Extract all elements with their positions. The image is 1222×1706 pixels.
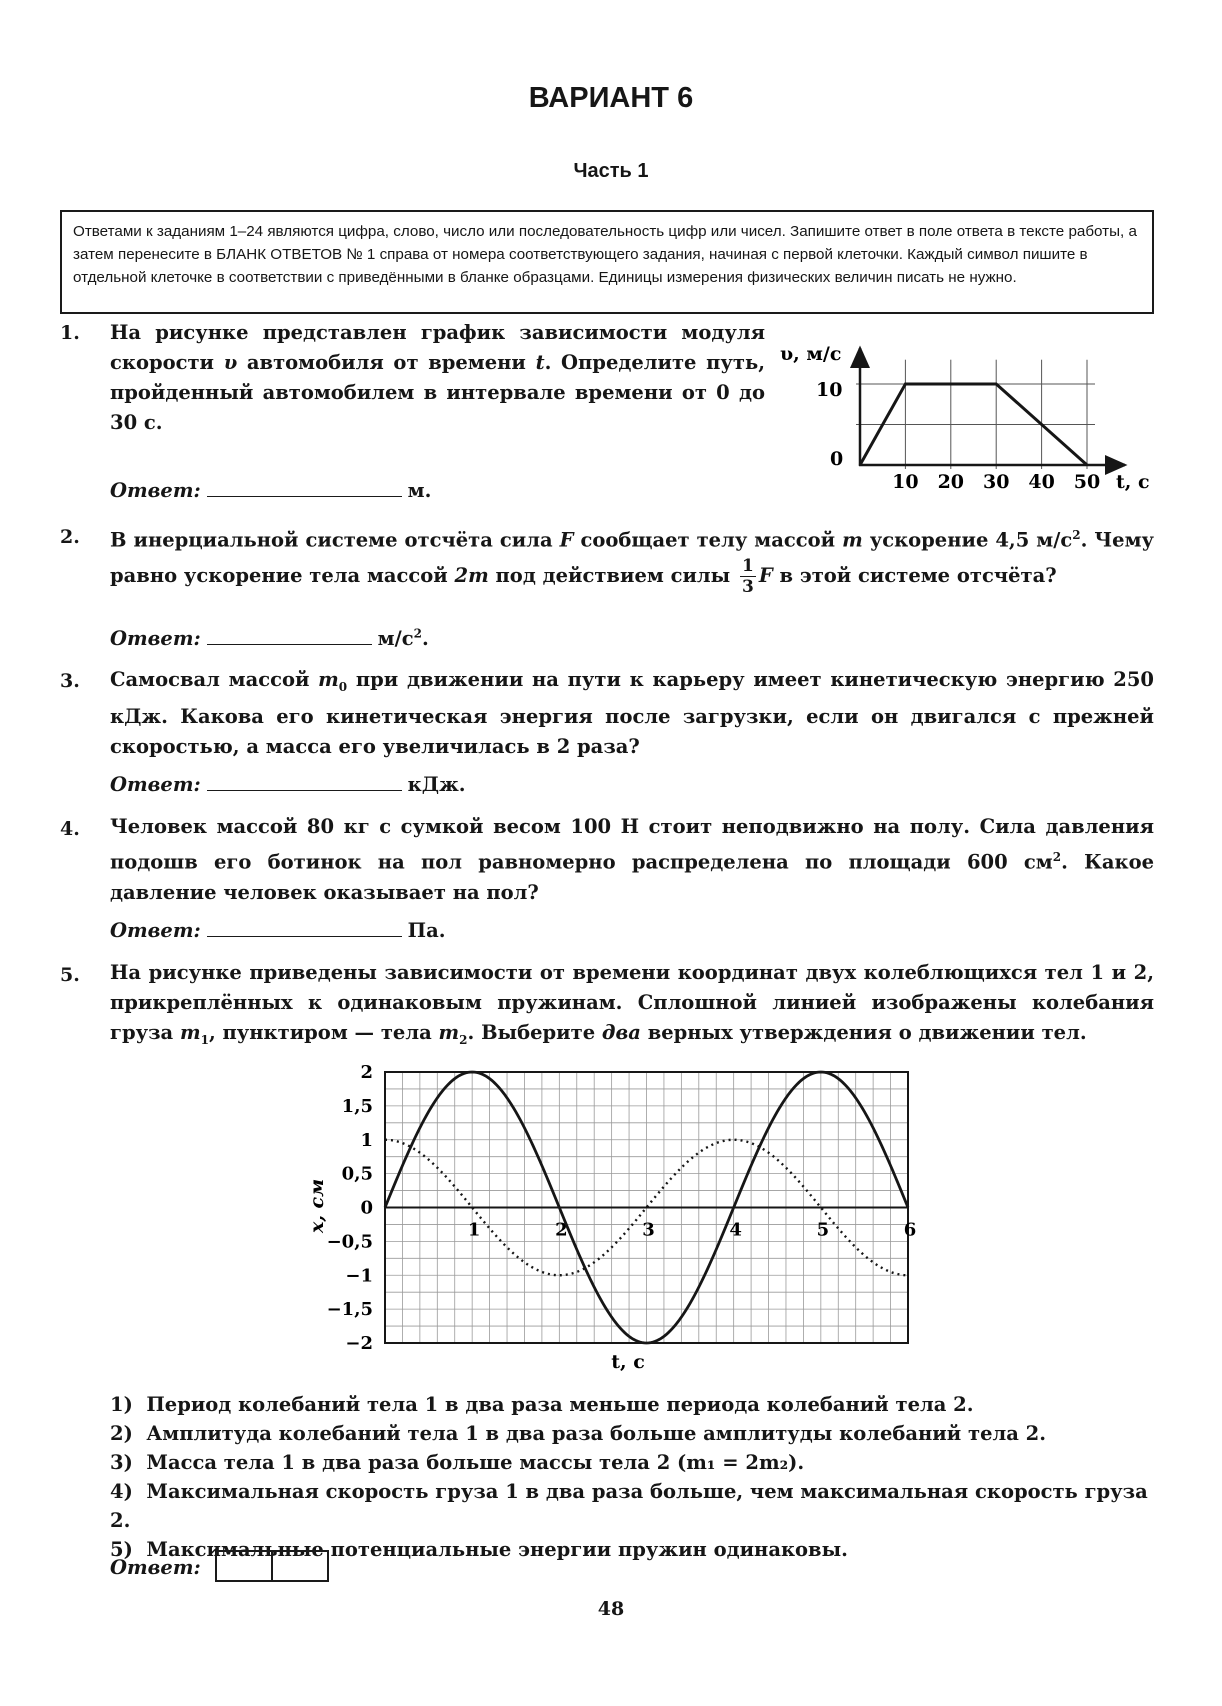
q5-number: 5.	[60, 964, 80, 986]
velocity-x-label: t, с	[1116, 471, 1150, 493]
oscillation-x-label: t, с	[611, 1351, 645, 1373]
q5-text: На рисунке приведены зависимости от времени координат двух колеблющихся тел 1 и 2, прикреплённых к одинаковым пружинам. Сплошной линией изображены колебания груза $m_1$, пунктиром — тела $m_2$. Выберите два верных утверждения о движении тел.	[110, 961, 1154, 1047]
option-1: 1) Период колебаний тела 1 в два раза меньше периода колебаний тела 2.	[110, 1393, 974, 1416]
oscillation-y-label: x, см	[306, 1178, 328, 1233]
option-4: 4) Максимальная скорость груза 1 в два раза больше, чем максимальная скорость груза 2.	[110, 1480, 1148, 1532]
x-tick-3: 3	[642, 1219, 655, 1241]
q2-fraction: $\frac{1}{3}$	[742, 555, 754, 597]
velocity-y-tick-10: 10	[816, 379, 843, 401]
oscillation-chart	[300, 1055, 930, 1375]
y-tick-6: −1	[345, 1265, 373, 1287]
q3-number: 3.	[60, 670, 80, 692]
q4-answer-field[interactable]	[207, 918, 402, 937]
q1-text: На рисунке представлен график зависимости модуля скорости υ автомобиля от времени t. Определите путь, пройденный автомобилем в интервале времени от 0 до 30 с.	[110, 321, 765, 434]
y-tick-7: −1,5	[326, 1299, 373, 1321]
velocity-y-label: υ, м/с	[780, 343, 842, 365]
y-tick-1: 1,5	[341, 1095, 373, 1117]
y-tick-4: 0	[360, 1197, 373, 1219]
oscillation-grid	[385, 1072, 908, 1343]
q2-answer: Ответ: $м/с^2$.	[110, 626, 429, 650]
x-tick-5: 5	[816, 1219, 830, 1241]
y-tick-8: −2	[345, 1333, 373, 1354]
option-5: 5) Максимальные потенциальные энергии пружин одинаковы.	[110, 1538, 848, 1561]
q3-answer: Ответ: кДж.	[110, 773, 466, 796]
answer-box-1[interactable]	[215, 1550, 273, 1582]
q3-text: Самосвал массой $m_0$ при движении на пути к карьеру имеет кинетическую энергию 250 кДж. Какова его кинетическая энергия после загрузки, если он двигался с прежней скоростью, а масса его увеличилась в 2 раза?	[110, 668, 1154, 758]
y-tick-2: 1	[360, 1129, 373, 1151]
q4-text: Человек массой 80 кг с сумкой весом 100 Н стоит неподвижно на полу. Сила давления подошв его ботинок на пол равномерно распределена по площади 600 $см^2$. Какое давление человек оказывает на пол?	[110, 815, 1154, 904]
answer-box-2[interactable]	[271, 1550, 329, 1582]
q1-answer: Ответ: м.	[110, 479, 432, 502]
velocity-x-tick-10: 10	[892, 471, 919, 493]
option-2: 2) Амплитуда колебаний тела 1 в два раза больше амплитуды колебаний тела 2.	[110, 1422, 1047, 1445]
y-tick-3: 0,5	[341, 1163, 373, 1185]
q2-answer-field[interactable]	[207, 626, 372, 645]
x-tick-2: 2	[555, 1219, 568, 1241]
q4-number: 4.	[60, 818, 80, 840]
velocity-chart	[780, 340, 1160, 495]
x-tick-4: 4	[729, 1219, 742, 1241]
y-tick-5: −0,5	[326, 1231, 373, 1253]
instructions-box: Ответами к заданиям 1–24 являются цифра, слово, число или последовательность цифр или чисел. Запишите ответ в поле ответа в тексте работы, а затем перенесите в БЛАНК ОТВЕТОВ № 1 справа от номера соответствующего задания, начиная с первой клеточки. Каждый символ пишите в отдельной клеточке в соответствии с приведёнными в бланке образцами. Единицы измерения физических величин писать не нужно.	[60, 210, 1154, 314]
option-3: 3) Масса тела 1 в два раза больше массы тела 2 (m₁ = 2m₂).	[110, 1451, 805, 1474]
velocity-x-tick-20: 20	[937, 471, 965, 493]
q2-text: В инерциальной системе отсчёта сила F сообщает телу массой m ускорение 4,5 $м/с^2$. Чему равно ускорение тела массой 2m под действием силы $\frac{1}{3}$ F в этой системе отсчёта?	[110, 528, 1154, 597]
q4-answer: Ответ: Па.	[110, 919, 446, 942]
q5-answer-boxes	[215, 1550, 329, 1587]
part-title: Часть 1	[573, 160, 649, 182]
velocity-x-tick-30: 30	[982, 471, 1010, 493]
x-tick-1: 1	[467, 1219, 481, 1241]
variant-title: ВАРИАНТ 6	[528, 82, 694, 114]
x-tick-6: 6	[903, 1219, 917, 1241]
y-tick-0: 2	[360, 1062, 373, 1083]
velocity-x-tick-40: 40	[1028, 471, 1055, 493]
q1-answer-field[interactable]	[207, 478, 402, 497]
velocity-x-tick-50: 50	[1073, 471, 1101, 493]
q3-answer-field[interactable]	[207, 772, 402, 791]
q2-number: 2.	[60, 526, 80, 548]
velocity-grid	[856, 360, 1095, 469]
q1-number: 1.	[60, 322, 80, 344]
q5-answer: Ответ:	[110, 1550, 329, 1587]
velocity-y-tick-0: 0	[830, 448, 844, 470]
page-number: 48	[597, 1598, 625, 1620]
q5-options	[110, 1390, 1170, 1564]
